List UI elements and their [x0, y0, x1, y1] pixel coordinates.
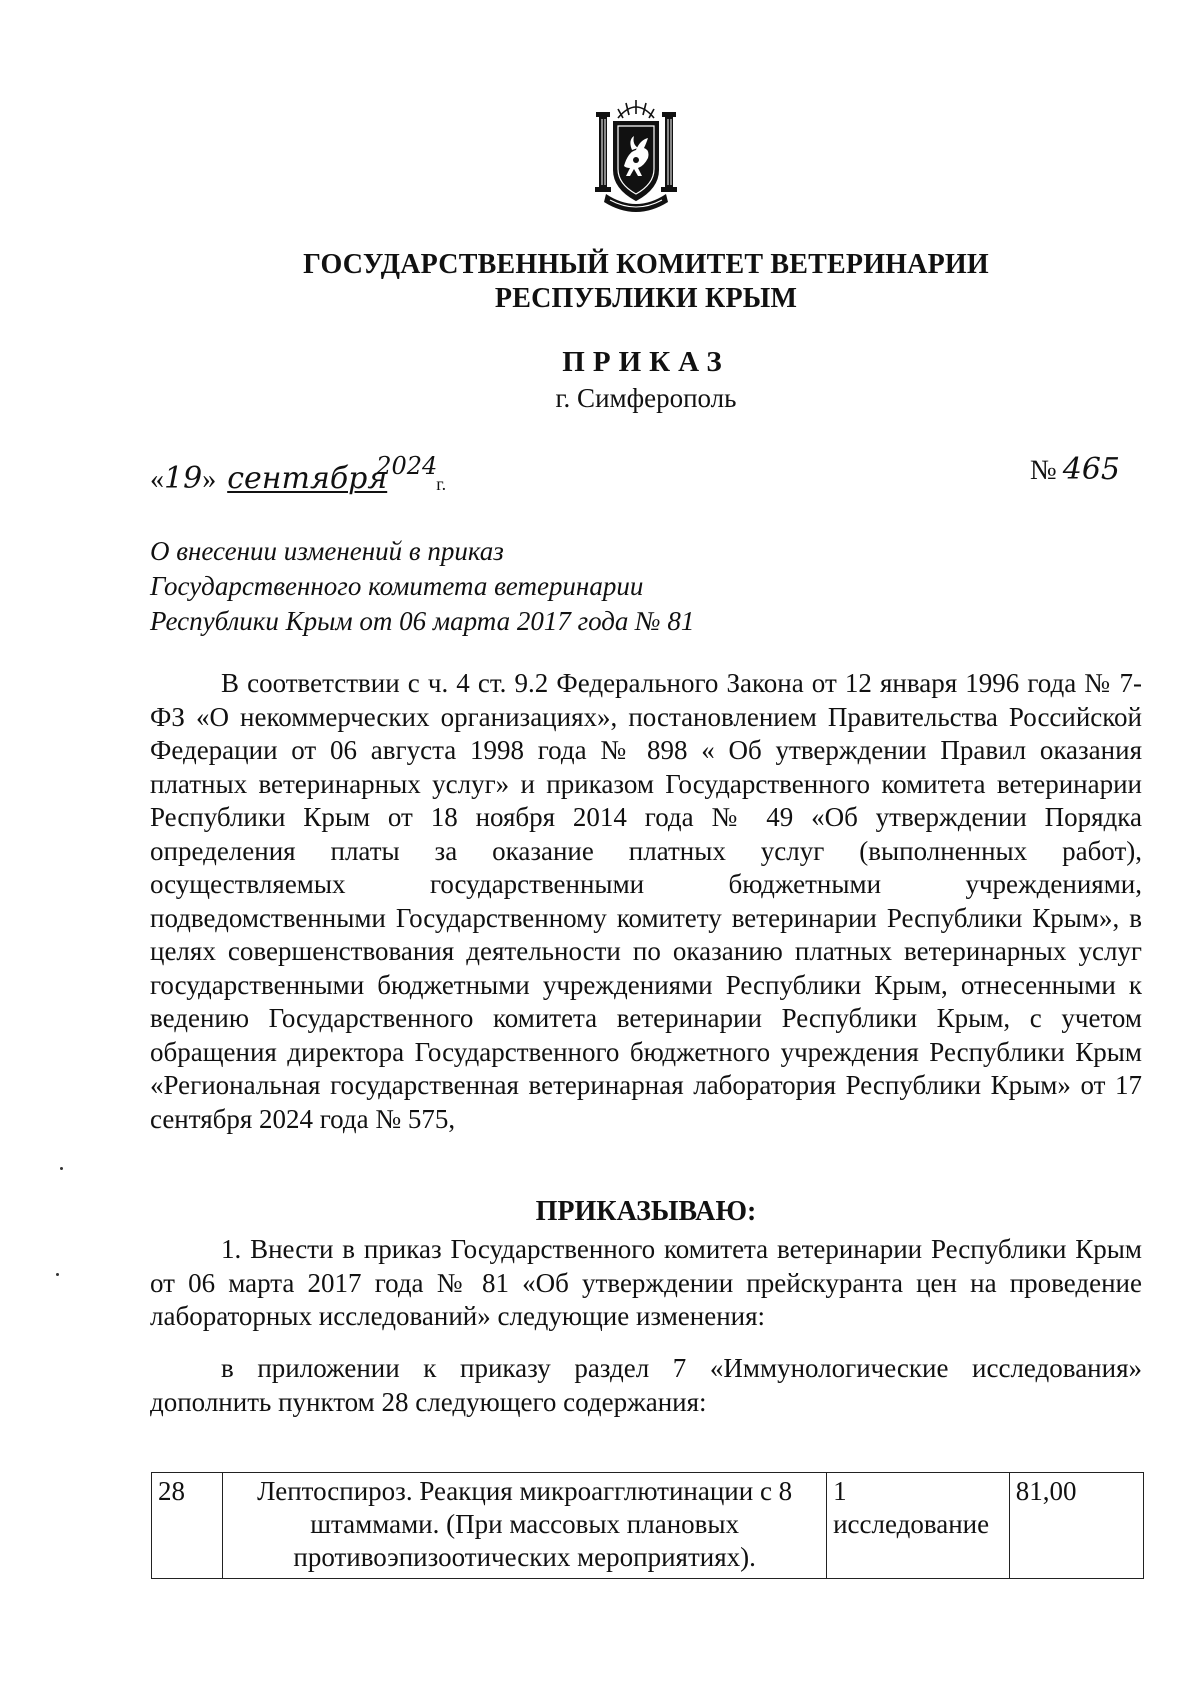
order-item-1: 1. Внести в приказ Государственного комитета ветеринарии Республики Крым от 06 марта 2017 года № 81 «Об утверждении прейскуранта цен на проведение лабораторных исследований» следующие изменения:	[150, 1234, 1142, 1331]
crimea-coat-of-arms-icon	[588, 92, 684, 220]
document-type: ПРИКАЗ	[562, 346, 730, 378]
subject-line: Республики Крым от 06 марта 2017 года № 81	[150, 606, 695, 636]
service-name-cell: Лептоспироз. Реакция микроагглютинации с 8 штаммами. (При массовых плановых противоэпизоотических мероприятиях).	[223, 1473, 827, 1579]
date-month: сентября	[227, 461, 388, 496]
table-row	[152, 1473, 1144, 1579]
number-value: 465	[1062, 452, 1120, 487]
preamble-paragraph: В соответствии с ч. 4 ст. 9.2 Федерального Закона от 12 января 1996 года № 7-ФЗ «О некоммерческих организациях», постановлением Правительства Российской Федерации от 06 августа 1998 года № 898 « Об утверждении Правил оказания платных ветеринарных услуг» и приказом Государственного комитета ветеринарии Республики Крым от 18 ноября 2014 года № 49 «Об утверждении Порядка определения платы за оказание платных услуг (выполненных работ), осуществляемых государственными бюджетными учреждениями, подведомственными Государственному комитету ветеринарии Республики Крым», в целях совершенствования деятельности по оказанию платных ветеринарных услуг государственными бюджетными учреждениями Республики Крым, отнесенными к ведению Государственного комитета ветеринарии Республики Крым, с учетом обращения директора Государственного бюджетного учреждения Республики Крым «Региональная государственная ветеринарная лаборатория Республики Крым» от 17 сентября 2024 года № 575,	[150, 668, 1142, 1134]
order-date	[150, 452, 446, 496]
date-day: 19	[164, 461, 203, 496]
date-close-quote: »	[202, 464, 217, 495]
subject-line: Государственного комитета ветеринарии	[150, 571, 644, 601]
city: г. Симферополь	[555, 383, 737, 413]
date-year-suffix: г.	[436, 474, 447, 494]
organization-name-line2: РЕСПУБЛИКИ КРЫМ	[494, 283, 798, 314]
order-number	[1030, 452, 1120, 487]
unit-cell: 1 исследование	[827, 1473, 1010, 1579]
price-cell: 81,00	[1009, 1473, 1143, 1579]
number-label: №	[1030, 455, 1057, 486]
date-year: 2024	[376, 452, 438, 480]
scan-speck	[56, 1273, 59, 1276]
organization-name-line1: ГОСУДАРСТВЕННЫЙ КОМИТЕТ ВЕТЕРИНАРИИ	[303, 249, 989, 280]
order-item-1-detail: в приложении к приказу раздел 7 «Иммунологические исследования» дополнить пунктом 28 следующего содержания:	[150, 1353, 1142, 1417]
price-table	[151, 1472, 1144, 1579]
row-number-cell: 28	[152, 1473, 223, 1579]
order-subject	[150, 534, 694, 639]
subject-line: О внесении изменений в приказ	[150, 536, 504, 566]
date-open-quote: «	[150, 464, 164, 495]
order-heading: ПРИКАЗЫВАЮ:	[535, 1196, 757, 1227]
scan-speck	[60, 1167, 63, 1170]
